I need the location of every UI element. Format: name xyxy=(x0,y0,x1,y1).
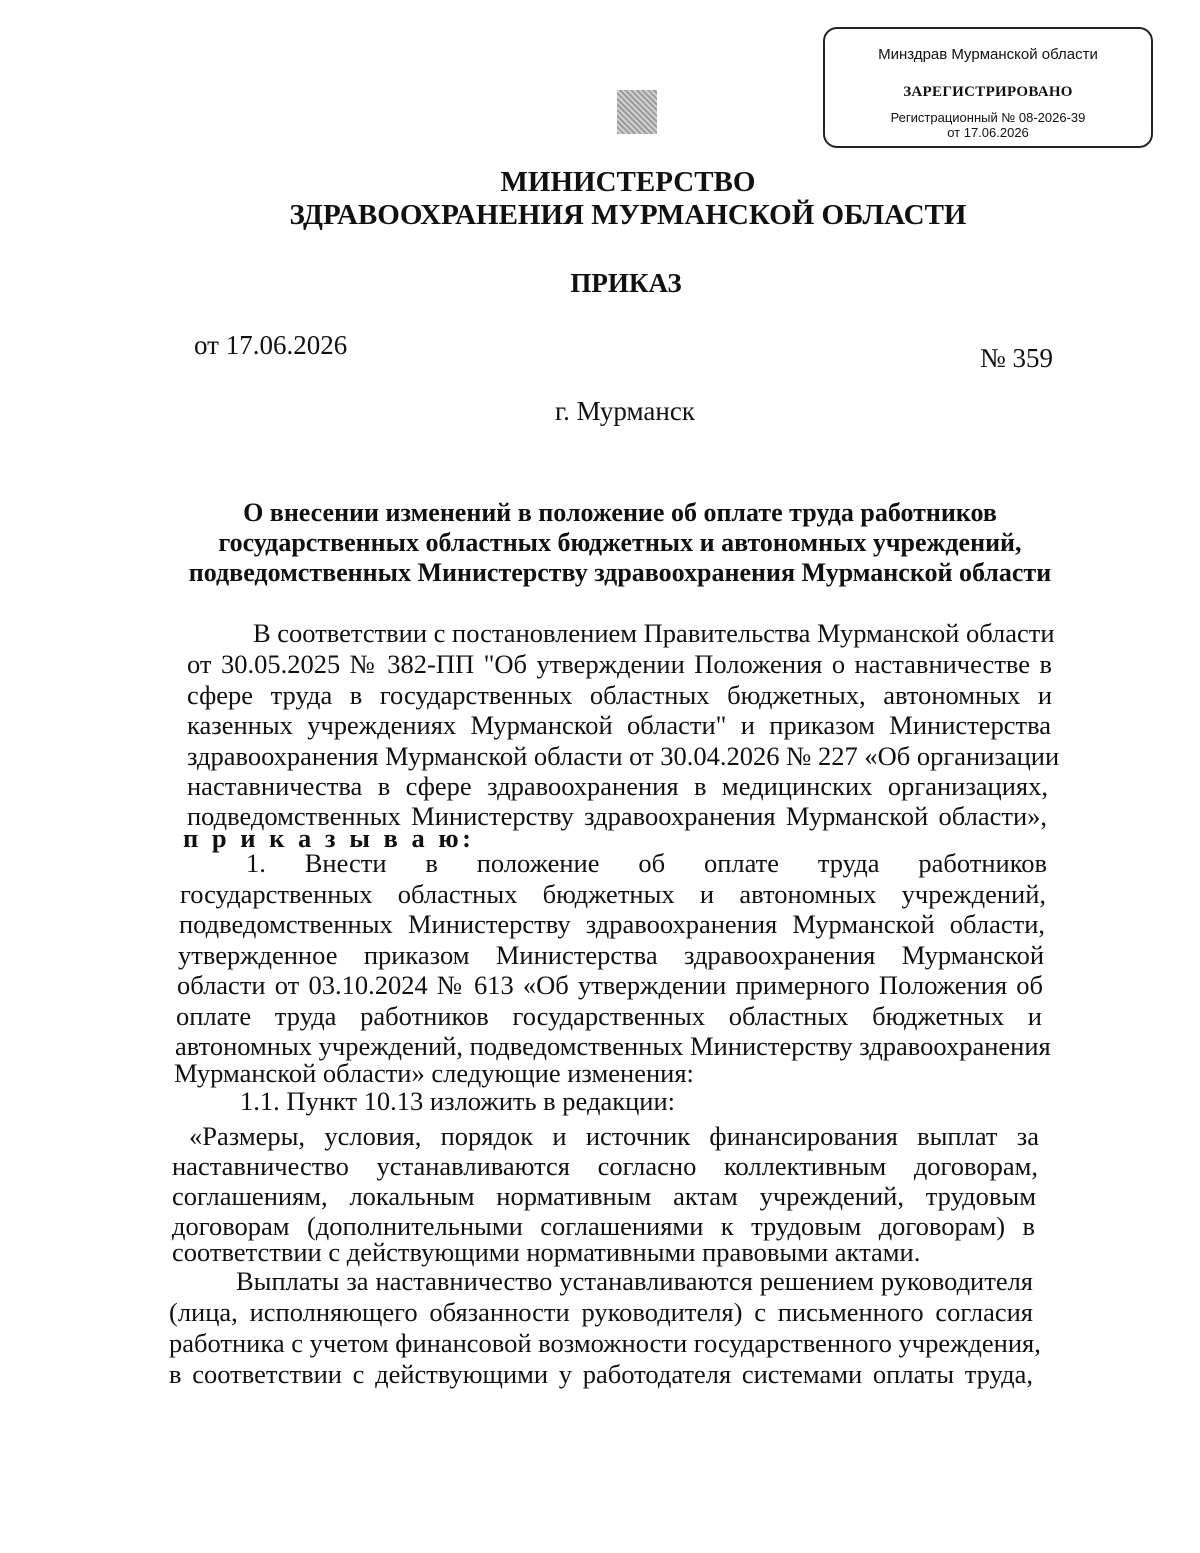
body-line: казенных учреждениях Мурманской области" и приказом Министерства xyxy=(187,710,1051,740)
body-line: «Размеры, условия, порядок и источник финансирования выплат за xyxy=(189,1121,1039,1151)
body-line: договорам (дополнительными соглашениями к трудовым договорам) в xyxy=(172,1211,1035,1241)
order-word: п р и к а з ы в а ю: xyxy=(183,823,475,853)
body-line: автономных учреждений, подведомственных Министерству здравоохранения xyxy=(175,1031,1051,1061)
body-line: работника с учетом финансовой возможности государственного учреждения, xyxy=(169,1328,1041,1358)
document-city: г. Мурманск xyxy=(555,396,695,426)
body-line: здравоохранения Мурманской области от 30.04.2026 № 227 «Об организации xyxy=(187,741,1060,771)
body-line: Мурманской области» следующие изменения: xyxy=(174,1058,694,1088)
document-number: № 359 xyxy=(980,343,1054,373)
stamp-registration-number: Регистрационный № 08-2026-39 xyxy=(890,110,1086,125)
document-type: ПРИКАЗ xyxy=(570,268,682,298)
body-line: оплате труда работников государственных областных бюджетных и xyxy=(176,1001,1042,1031)
document-date: от 17.06.2026 xyxy=(194,330,348,360)
body-line: подведомственных Министерству здравоохранения Мурманской области, xyxy=(179,909,1045,939)
subject-line: О внесении изменений в положение об оплате труда работников xyxy=(243,498,997,527)
stamp-registration-date: от 17.06.2026 xyxy=(947,125,1029,140)
ministry-title-line1: МИНИСТЕРСТВО xyxy=(500,166,756,198)
body-line: утвержденное приказом Министерства здравоохранения Мурманской xyxy=(178,940,1044,970)
coat-of-arms-emblem xyxy=(617,90,657,134)
body-line: подведомственных Министерству здравоохранения Мурманской области», xyxy=(187,801,1047,831)
body-line: от 30.05.2025 № 382-ПП "Об утверждении Положения о наставничестве в xyxy=(187,649,1052,679)
body-line: государственных областных бюджетных и автономных учреждений, xyxy=(180,879,1046,909)
subject-line: подведомственных Министерству здравоохранения Мурманской области xyxy=(188,558,1052,587)
body-line: (лица, исполняющего обязанности руководителя) с письменного согласия xyxy=(169,1297,1033,1327)
subject-line: государственных областных бюджетных и автономных учреждений, xyxy=(218,528,1022,557)
body-line: сфере труда в государственных областных бюджетных, автономных и xyxy=(187,680,1052,710)
registration-stamp xyxy=(823,27,1153,148)
stamp-organization: Минздрав Мурманской области xyxy=(878,46,1098,63)
body-line: 1.1. Пункт 10.13 изложить в редакции: xyxy=(240,1086,675,1116)
body-line: 1. Внести в положение об оплате труда работников xyxy=(246,848,1047,878)
body-line: наставничество устанавливаются согласно коллективным договорам, xyxy=(172,1151,1038,1181)
body-line: В соответствии с постановлением Правительства Мурманской области xyxy=(253,618,1055,648)
body-line: Выплаты за наставничество устанавливаются решением руководителя xyxy=(236,1266,1033,1296)
body-line: в соответствии с действующими у работодателя системами оплаты труда, xyxy=(169,1359,1033,1389)
ministry-title-line2: ЗДРАВООХРАНЕНИЯ МУРМАНСКОЙ ОБЛАСТИ xyxy=(289,199,967,231)
stamp-status: ЗАРЕГИСТРИРОВАНО xyxy=(903,84,1073,100)
body-line: наставничества в сфере здравоохранения в медицинских организациях, xyxy=(187,771,1048,801)
body-line: области от 03.10.2024 № 613 «Об утверждении примерного Положения об xyxy=(177,970,1043,1000)
body-line: соответствии с действующими нормативными правовыми актами. xyxy=(172,1237,921,1267)
body-line: соглашениям, локальным нормативным актам учреждений, трудовым xyxy=(172,1181,1036,1211)
